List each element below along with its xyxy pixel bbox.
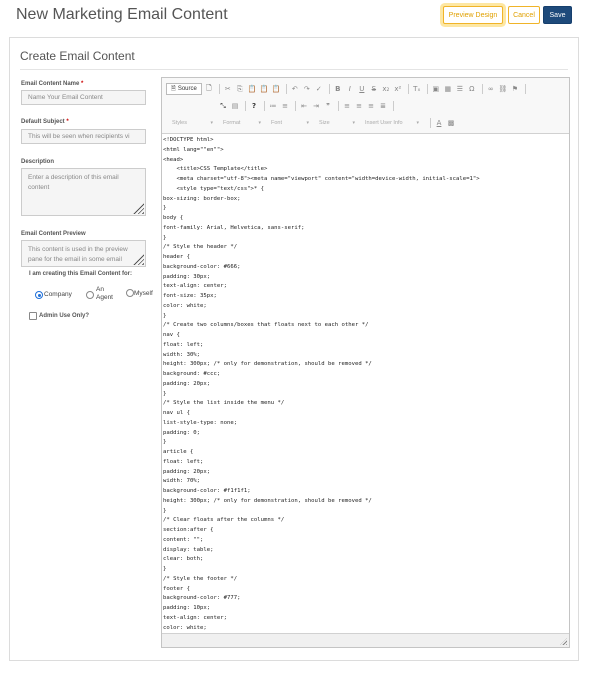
- description-textarea[interactable]: [21, 168, 146, 216]
- required-marker: *: [81, 81, 84, 87]
- radio-company[interactable]: [35, 291, 43, 299]
- subscript-icon[interactable]: x₂: [382, 85, 390, 93]
- help-icon[interactable]: ?: [251, 102, 257, 110]
- toolbar-separator: [264, 101, 265, 111]
- toolbar-row-2: [218, 99, 565, 113]
- creating-for-label: I am creating this Email Content for:: [29, 271, 133, 277]
- text-color-icon[interactable]: A: [436, 119, 442, 127]
- outdent-icon[interactable]: ⇤: [301, 102, 307, 110]
- remove-format-icon[interactable]: Tₓ: [413, 85, 421, 93]
- copy-icon[interactable]: ⎘: [237, 84, 243, 93]
- toolbar-separator: [329, 84, 330, 94]
- toolbar-separator: [525, 84, 526, 94]
- table-icon[interactable]: ▦: [444, 85, 452, 93]
- spellcheck-icon[interactable]: ✓: [315, 85, 322, 93]
- horizontal-rule-icon[interactable]: ☰: [456, 85, 463, 93]
- radio-myself[interactable]: [126, 289, 134, 297]
- toolbar-separator: [286, 84, 287, 94]
- numbered-list-icon[interactable]: ≔: [269, 102, 277, 110]
- resize-handle-icon[interactable]: [133, 203, 144, 214]
- unlink-icon[interactable]: ⛓: [498, 85, 508, 93]
- size-dropdown[interactable]: [317, 117, 357, 129]
- toolbar-separator: [427, 84, 428, 94]
- indent-icon[interactable]: ⇥: [313, 102, 319, 110]
- radio-an-agent-label: An Agent: [96, 286, 113, 301]
- paste-icon[interactable]: 📋: [247, 85, 257, 93]
- preview-icon[interactable]: 🗋: [206, 83, 212, 92]
- styles-dropdown[interactable]: [170, 117, 215, 129]
- redo-icon[interactable]: ↷: [303, 85, 310, 93]
- default-subject-input[interactable]: This will be seen when recipients vi: [21, 129, 146, 144]
- insert-user-info-label: Insert User Info: [365, 120, 403, 126]
- background-color-icon[interactable]: ▩: [447, 119, 455, 127]
- chevron-down-icon: ▾: [306, 120, 309, 126]
- strikethrough-icon[interactable]: S: [371, 85, 377, 93]
- toolbar-separator: [393, 101, 394, 111]
- rich-text-editor: [161, 77, 570, 648]
- editor-statusbar: [162, 633, 569, 647]
- cancel-button[interactable]: Cancel: [508, 6, 540, 24]
- name-label: [21, 81, 83, 87]
- font-dropdown-label: Font: [271, 120, 283, 126]
- cut-icon[interactable]: ✂: [224, 85, 231, 93]
- bulleted-list-icon[interactable]: ≡: [282, 102, 288, 110]
- superscript-icon[interactable]: x²: [394, 85, 402, 93]
- editor-toolbar: [162, 78, 569, 134]
- source-button[interactable]: [166, 83, 202, 95]
- anchor-icon[interactable]: ⚑: [511, 85, 518, 93]
- resize-handle-icon[interactable]: [560, 638, 567, 645]
- section-divider: [20, 69, 568, 70]
- section-title: Create Email Content: [20, 49, 135, 63]
- link-icon[interactable]: ∞: [487, 85, 494, 93]
- chevron-down-icon: ▾: [258, 120, 261, 126]
- description-label: Description: [21, 159, 55, 165]
- preview-label: Email Content Preview: [21, 231, 86, 237]
- email-preview-textarea[interactable]: [21, 240, 146, 267]
- source-code-area[interactable]: [162, 134, 569, 633]
- chevron-down-icon: ▾: [352, 120, 355, 126]
- chevron-down-icon: ▾: [210, 120, 213, 126]
- special-char-icon[interactable]: Ω: [469, 85, 475, 93]
- toolbar-separator: [430, 118, 431, 128]
- source-icon: 🗎: [171, 86, 176, 92]
- create-email-card: [9, 37, 579, 661]
- toolbar-separator: [245, 101, 246, 111]
- save-button[interactable]: Save: [543, 6, 572, 24]
- toolbar-separator: [482, 84, 483, 94]
- image-icon[interactable]: ▣: [432, 85, 440, 93]
- page-title: New Marketing Email Content: [16, 6, 228, 23]
- email-content-name-input[interactable]: Name Your Email Content: [21, 90, 146, 105]
- toolbar-separator: [408, 84, 409, 94]
- insert-user-info-dropdown[interactable]: [363, 117, 421, 129]
- preview-placeholder: This content is used in the preview pane for the email in some email: [28, 246, 128, 263]
- resize-handle-icon[interactable]: [133, 254, 144, 265]
- toolbar-row-1: [166, 82, 565, 96]
- chevron-down-icon: ▾: [416, 120, 419, 126]
- format-dropdown-label: Format: [223, 120, 241, 126]
- show-blocks-icon[interactable]: ▤: [231, 102, 239, 110]
- underline-icon[interactable]: U: [359, 85, 365, 93]
- align-right-icon[interactable]: ≡: [368, 102, 374, 110]
- source-code-text: <!DOCTYPE html> <html lang=""en""> <head> <title>CSS Template</title> <meta charset="utf-8"><meta name="viewport" content="width=device-width, initial-scale=1"> <style type="text/css">* { box-sizing: border-box; } body { font-family: Arial, Helvetica, sans-serif; } /* Style the header */ header { background-color: #666; padding: 30px; text-align: center; font-size: 35px; color: white; } /* Create two columns/boxes that floats next to each other */ nav { float: left; width: 30%; height: 300px; /* only for demonstration, should be removed */ background: #ccc; padding: 20px; } /* Style the list inside the menu */ nav ul { list-style-type: none; padding: 0; } article { float: left; padding: 20px; width: 70%; background-color: #f1f1f1; height: 300px; /* only for demonstration, should be removed */ } /* Clear floats after the columns */ section:after { content: ""; display: table; clear: both; } /* Style the footer */ footer { background-color: #777; padding: 10px; text-align: center; color: white;: [163, 137, 480, 631]
- toolbar-row-3: [170, 116, 565, 130]
- description-placeholder: Enter a description of this email content: [28, 174, 119, 191]
- font-dropdown[interactable]: [269, 117, 311, 129]
- toolbar-separator: [338, 101, 339, 111]
- maximize-icon[interactable]: ⤡: [220, 101, 226, 110]
- subject-label-text: Default Subject: [21, 119, 65, 125]
- required-marker: *: [66, 119, 69, 125]
- radio-myself-label: Myself: [134, 290, 153, 297]
- bold-icon[interactable]: B: [335, 85, 341, 93]
- toolbar-separator: [295, 101, 296, 111]
- preview-design-button[interactable]: Preview Design: [443, 6, 503, 24]
- subject-label: [21, 119, 69, 125]
- justify-icon[interactable]: ≣: [380, 102, 386, 110]
- align-center-icon[interactable]: ≡: [356, 102, 362, 110]
- align-left-icon[interactable]: ≡: [344, 102, 350, 110]
- name-label-text: Email Content Name: [21, 81, 80, 87]
- radio-an-agent[interactable]: [86, 291, 94, 299]
- italic-icon[interactable]: I: [348, 85, 351, 93]
- radio-company-label: Company: [44, 291, 72, 298]
- format-dropdown[interactable]: [221, 117, 263, 129]
- admin-use-only-label: Admin Use Only?: [39, 313, 90, 319]
- admin-use-only-checkbox[interactable]: [29, 312, 37, 320]
- size-dropdown-label: Size: [319, 120, 330, 126]
- paste-word-icon[interactable]: 📋: [271, 85, 281, 93]
- source-label: Source: [177, 86, 197, 92]
- blockquote-icon[interactable]: ❞: [326, 102, 330, 110]
- paste-text-icon[interactable]: 📋: [259, 85, 269, 93]
- toolbar-separator: [219, 84, 220, 94]
- undo-icon[interactable]: ↶: [291, 85, 298, 93]
- styles-dropdown-label: Styles: [172, 120, 187, 126]
